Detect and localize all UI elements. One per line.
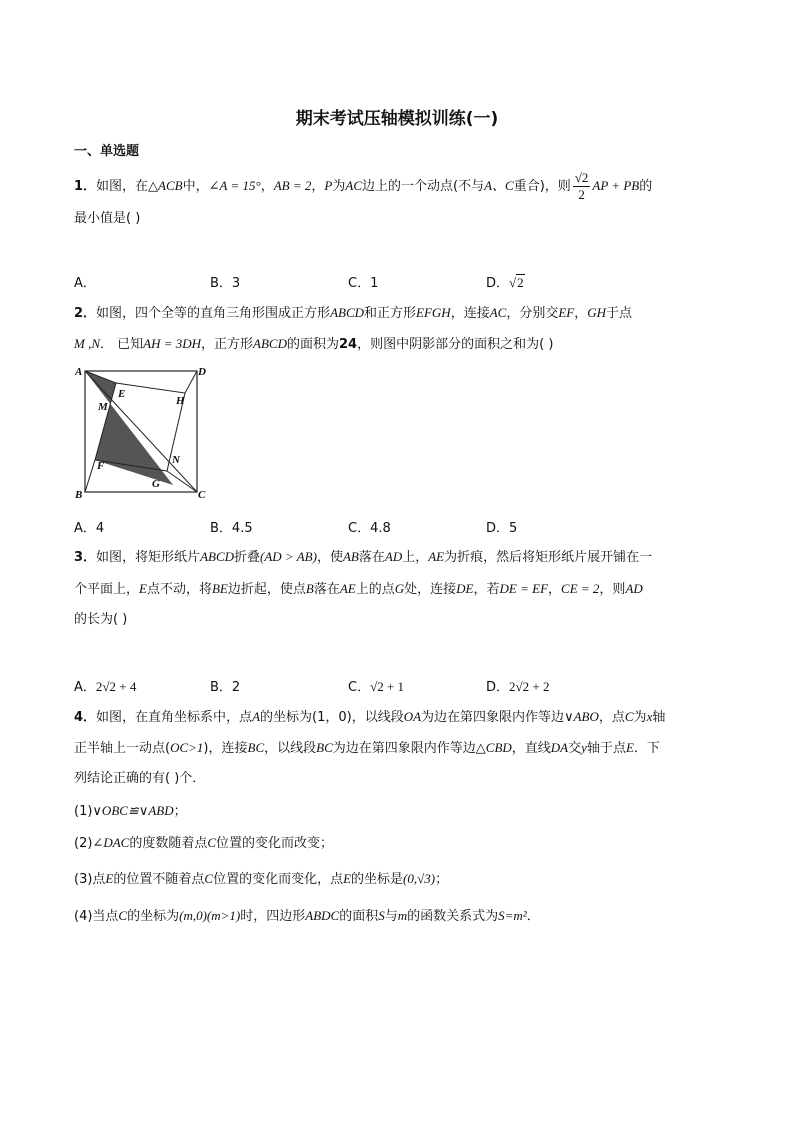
question-2-line-2 bbox=[74, 334, 553, 355]
option-label: D． bbox=[486, 276, 510, 291]
q2-option-a: A．4 bbox=[74, 521, 105, 536]
label-f: F bbox=[97, 460, 105, 472]
q2-option-c: C．4.8 bbox=[348, 521, 391, 536]
question-2-line-1 bbox=[74, 303, 632, 324]
text: 的面积为 bbox=[287, 337, 340, 352]
text: ． bbox=[526, 909, 540, 924]
text: 点不动，将 bbox=[146, 582, 212, 597]
math: AB = 2 bbox=[273, 178, 312, 193]
text: 个平面上， bbox=[74, 582, 140, 597]
math: BC bbox=[247, 740, 265, 755]
math: DA bbox=[550, 740, 569, 755]
math: P bbox=[324, 178, 333, 193]
q2-option-b: B．4.5 bbox=[210, 521, 253, 536]
text: 的坐标为 bbox=[127, 909, 180, 924]
text: ． 已知 bbox=[100, 337, 144, 352]
text: ； bbox=[173, 804, 187, 819]
text: 为 bbox=[332, 179, 346, 194]
text: 交 bbox=[568, 741, 582, 756]
math: G bbox=[394, 581, 405, 596]
text: 如图，在直角坐标系中，点 bbox=[96, 710, 253, 725]
text: 如图，在 bbox=[96, 179, 149, 194]
fraction-numerator: √2 bbox=[574, 170, 589, 185]
label-b: B bbox=[75, 489, 83, 501]
text: 上的点 bbox=[355, 582, 395, 597]
text: 和正方形 bbox=[364, 306, 417, 321]
text: 重合)，则 bbox=[513, 179, 571, 194]
label-m: M bbox=[98, 401, 108, 413]
text: 折叠 bbox=[234, 550, 261, 565]
math: DE = EF bbox=[499, 581, 549, 596]
math: AE bbox=[339, 581, 356, 596]
q1-option-b: B．3 bbox=[210, 276, 241, 291]
q3-option-d bbox=[486, 676, 549, 695]
radicand: 2 bbox=[517, 275, 524, 290]
math: ∠A = 15° bbox=[208, 178, 261, 193]
fraction-denominator: 2 bbox=[578, 187, 585, 202]
math: (AD > AB) bbox=[260, 549, 317, 564]
math: ABCD bbox=[200, 549, 235, 564]
math: (0,√3) bbox=[403, 871, 436, 886]
question-4-line-1 bbox=[74, 707, 665, 728]
text: 处，连接 bbox=[404, 582, 457, 597]
text: (3)点 bbox=[74, 872, 106, 887]
label-d: D bbox=[198, 366, 206, 378]
text: 的坐标是 bbox=[351, 872, 404, 887]
math: E bbox=[105, 871, 114, 886]
math: AC bbox=[489, 305, 507, 320]
math: (m,0) bbox=[179, 908, 207, 923]
math: y bbox=[581, 740, 587, 755]
math: ∠DAC bbox=[92, 835, 130, 850]
text: ，分别交 bbox=[506, 306, 559, 321]
math: AH = 3DH bbox=[143, 336, 202, 351]
text: 的 bbox=[639, 179, 653, 194]
statement-1 bbox=[74, 801, 187, 822]
math: B bbox=[305, 581, 314, 596]
question-3-line-1 bbox=[74, 547, 652, 568]
text: ， bbox=[311, 179, 325, 194]
option-label: D． bbox=[486, 680, 510, 695]
question-3-line-3: 的长为( ) bbox=[74, 612, 128, 627]
math: DE bbox=[456, 581, 474, 596]
section-heading: 一、单选题 bbox=[74, 144, 140, 159]
text: ，正方形 bbox=[201, 337, 254, 352]
text: 如图，将矩形纸片 bbox=[96, 550, 201, 565]
statement-4 bbox=[74, 906, 540, 927]
text: ，点 bbox=[598, 710, 625, 725]
text: 的面积 bbox=[339, 909, 379, 924]
line-bf bbox=[85, 460, 95, 492]
option-value: √2 + 1 bbox=[370, 679, 405, 694]
q3-option-c bbox=[348, 676, 404, 695]
math: A、C bbox=[484, 178, 514, 193]
text: 为 bbox=[633, 710, 647, 725]
math: AP + PB bbox=[592, 178, 640, 193]
math: m bbox=[397, 908, 408, 923]
text: )，连接 bbox=[203, 741, 248, 756]
text: 如图，四个全等的直角三角形围成正方形 bbox=[96, 306, 331, 321]
question-number: 2． bbox=[74, 306, 97, 321]
text: 的函数关系式为 bbox=[407, 909, 499, 924]
text: ，直线 bbox=[511, 741, 551, 756]
math: E bbox=[139, 581, 147, 596]
text: ， bbox=[574, 306, 588, 321]
math: M ,N bbox=[74, 336, 100, 351]
text: 的坐标为(1，0)，以线段 bbox=[260, 710, 404, 725]
math: △ACB bbox=[148, 178, 183, 193]
sqrt-radicand bbox=[516, 275, 525, 291]
question-3-line-2 bbox=[74, 579, 643, 600]
statement-3 bbox=[74, 869, 448, 890]
text: 为折痕，然后将矩形纸片展开铺在一 bbox=[444, 550, 653, 565]
math: S=m² bbox=[498, 908, 527, 923]
question-number: 4． bbox=[74, 710, 97, 725]
math: AD bbox=[384, 549, 403, 564]
question-number: 1． bbox=[74, 179, 97, 194]
text: 为边在第四象限内作等边 bbox=[421, 710, 565, 725]
question-1-line-2: 最小值是( ) bbox=[74, 211, 141, 226]
math: x bbox=[646, 709, 653, 724]
q3-option-b: B．2 bbox=[210, 680, 241, 695]
option-label: C． bbox=[348, 680, 371, 695]
label-g: G bbox=[152, 478, 160, 490]
label-c: C bbox=[198, 489, 206, 501]
math: GH bbox=[587, 305, 607, 320]
sqrt-symbol: √ bbox=[509, 275, 517, 290]
text: 为边在第四象限内作等边 bbox=[332, 741, 476, 756]
math: C bbox=[207, 835, 217, 850]
text: 上， bbox=[402, 550, 429, 565]
text: ，则 bbox=[599, 582, 626, 597]
text: 位置的变化而改变； bbox=[216, 836, 334, 851]
text: ； bbox=[435, 872, 449, 887]
math: OC>1 bbox=[170, 740, 204, 755]
text: 正半轴上一动点( bbox=[74, 741, 171, 756]
label-a: A bbox=[75, 366, 83, 378]
text: 中， bbox=[182, 179, 209, 194]
text: ，若 bbox=[473, 582, 500, 597]
math: C bbox=[204, 871, 214, 886]
text: (2) bbox=[74, 836, 93, 851]
square-figure bbox=[70, 362, 210, 502]
text: 轴 bbox=[652, 710, 666, 725]
text: ，则图中阴影部分的面积之和为( ) bbox=[357, 337, 554, 352]
label-n: N bbox=[172, 454, 180, 466]
math: E bbox=[625, 740, 634, 755]
math: C bbox=[118, 908, 128, 923]
math: BE bbox=[211, 581, 228, 596]
math: AD bbox=[625, 581, 643, 596]
text: 时，四边形 bbox=[240, 909, 306, 924]
math: AB bbox=[342, 549, 359, 564]
label-h: H bbox=[176, 395, 185, 407]
option-value: 2√2 + 2 bbox=[509, 679, 550, 694]
question-4-line-2 bbox=[74, 738, 660, 759]
text: ，连接 bbox=[450, 306, 490, 321]
text: 的位置不随着点 bbox=[113, 872, 205, 887]
question-number: 3． bbox=[74, 550, 97, 565]
question-1-line-1 bbox=[74, 170, 652, 203]
text: 落在 bbox=[358, 550, 385, 565]
text: (1) bbox=[74, 804, 93, 819]
text: ．下 bbox=[633, 741, 660, 756]
option-label: A． bbox=[74, 680, 96, 695]
question-4-line-3: 列结论正确的有( )个． bbox=[74, 771, 206, 786]
label-e: E bbox=[118, 388, 126, 400]
number: 24 bbox=[339, 337, 358, 352]
text: 边上的一个动点(不与 bbox=[362, 179, 485, 194]
math: (m>1) bbox=[206, 908, 241, 923]
text: 位置的变化而变化，点 bbox=[213, 872, 344, 887]
fraction bbox=[573, 170, 591, 203]
page-title: 期末考试压轴模拟训练(一) bbox=[295, 109, 499, 129]
text: 于点 bbox=[606, 306, 633, 321]
math: C bbox=[624, 709, 634, 724]
math: △CBD bbox=[475, 740, 512, 755]
math: OA bbox=[403, 709, 422, 724]
math: ∨OBC≌∨ABD bbox=[92, 803, 174, 818]
q1-option-d bbox=[486, 272, 525, 291]
math: ABDC bbox=[305, 908, 340, 923]
text: (4)当点 bbox=[74, 909, 119, 924]
math: BC bbox=[316, 740, 333, 755]
text: ， bbox=[548, 582, 562, 597]
math: S bbox=[378, 908, 385, 923]
text: 与 bbox=[384, 909, 398, 924]
text: 边折起，使点 bbox=[227, 582, 306, 597]
line-dh bbox=[185, 371, 197, 393]
math: A bbox=[252, 709, 261, 724]
math: AC bbox=[345, 178, 362, 193]
statement-2 bbox=[74, 833, 333, 854]
option-value: 2√2 + 4 bbox=[95, 679, 137, 694]
text: ，以线段 bbox=[264, 741, 317, 756]
math: EFGH bbox=[416, 305, 451, 320]
math: ∨ABO bbox=[564, 709, 599, 724]
math: ABCD bbox=[253, 336, 287, 351]
q2-option-d: D．5 bbox=[486, 521, 518, 536]
q3-option-a bbox=[74, 676, 136, 695]
line-cg bbox=[167, 471, 197, 492]
q1-option-a: A． bbox=[74, 276, 96, 291]
q1-option-c: C．1 bbox=[348, 276, 379, 291]
text: 轴于点 bbox=[586, 741, 626, 756]
math: EF bbox=[558, 305, 575, 320]
text: ， bbox=[260, 179, 274, 194]
text: 的度数随着点 bbox=[129, 836, 208, 851]
math: E bbox=[343, 871, 352, 886]
text: ，使 bbox=[316, 550, 343, 565]
math: CE = 2 bbox=[561, 581, 600, 596]
math: AE bbox=[428, 549, 445, 564]
math: ABCD bbox=[330, 305, 365, 320]
text: 落在 bbox=[313, 582, 340, 597]
